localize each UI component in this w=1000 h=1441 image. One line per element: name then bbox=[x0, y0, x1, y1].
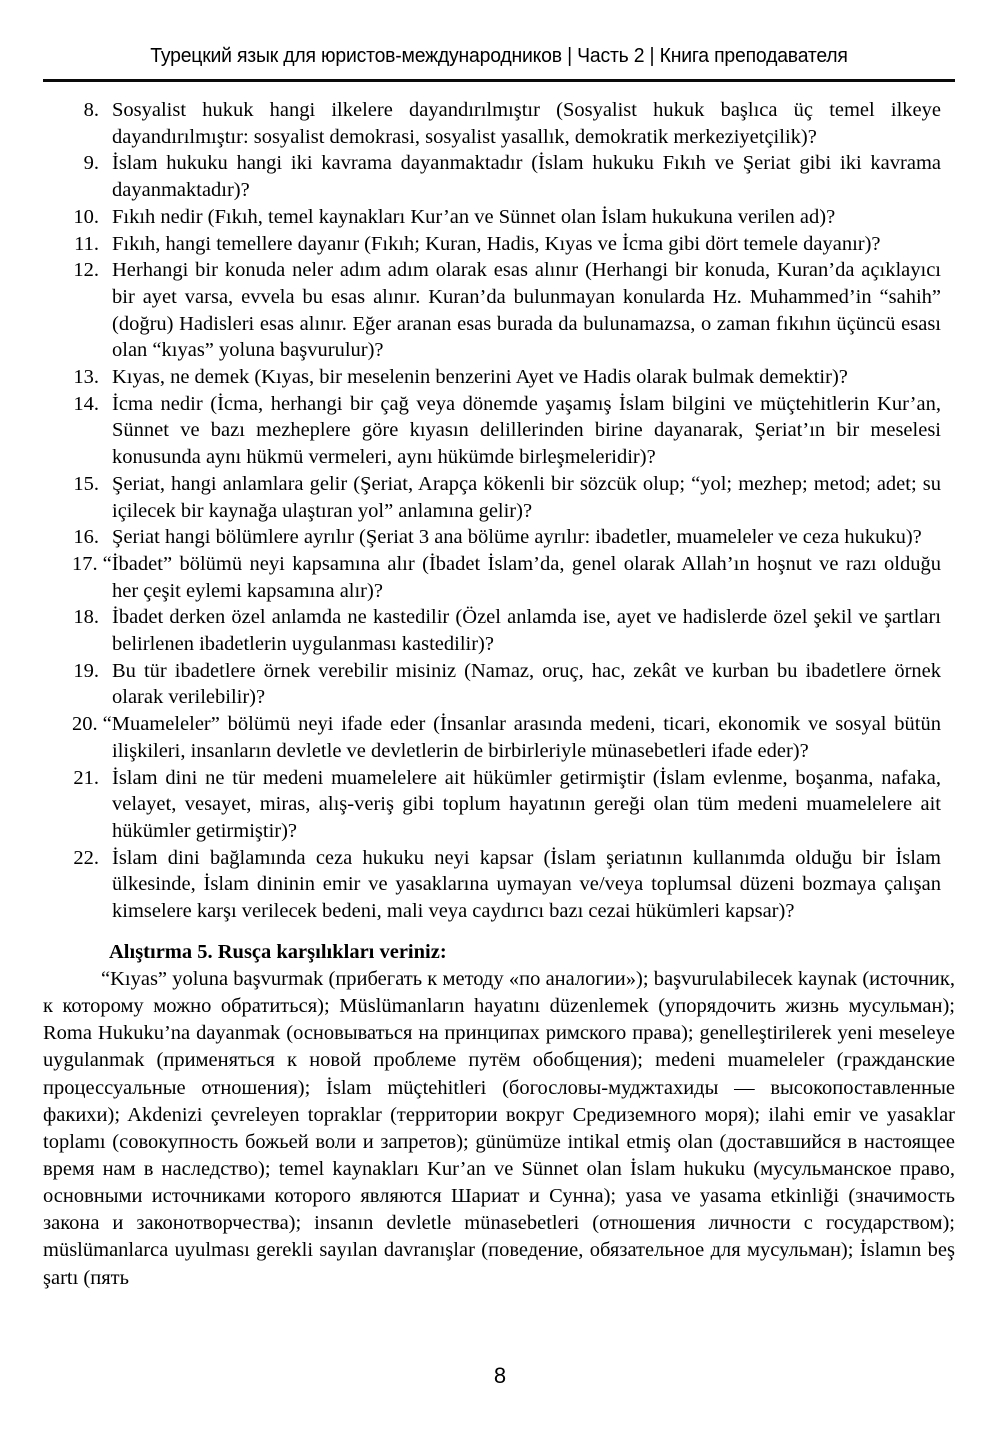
question-item bbox=[72, 364, 941, 391]
exercise-heading: Alıştırma 5. Rusça karşılıkları veriniz: bbox=[109, 940, 447, 963]
question-text: “Muameleler” bölümü neyi ifade eder (İnsanlar arasında medeni, ticari, ekonomik ve sosyal bütün ilişkileri, insanların devletle ve devletlerin de birbirleriyle münasebetleri ifade eder)? bbox=[102, 713, 941, 762]
question-number: 19. bbox=[73, 659, 99, 682]
question-number: 10. bbox=[73, 205, 99, 228]
question-number: 9. bbox=[83, 152, 99, 175]
page-header-title: Турецкий язык для юристов-международников | Часть 2 | Книга преподавателя bbox=[150, 45, 848, 67]
question-item bbox=[72, 765, 941, 845]
question-number: 20. bbox=[72, 713, 98, 736]
question-text: İslam dini bağlamında ceza hukuku neyi kapsar (İslam şeriatının kullanımda olduğu bir İslam ülkesinde, İslam dininin emir ve yasaklarına uymayan ve/veya toplumsal düzeni bozmaya çalışan kimselere karşı verilecek bedeni, mali veya caydırıcı bazı cezai hükümleri kapsar)? bbox=[112, 846, 941, 923]
question-item bbox=[72, 845, 941, 925]
exercise-section bbox=[43, 939, 955, 1292]
question-item bbox=[72, 97, 941, 150]
question-number: 12. bbox=[73, 259, 99, 282]
question-item bbox=[72, 204, 941, 231]
running-header bbox=[43, 0, 955, 82]
question-number: 8. bbox=[83, 99, 99, 121]
question-text: Şeriat hangi bölümlere ayrılır (Şeriat 3 ana bölüme ayrılır: ibadetler, muameleler ve ceza hukuku)? bbox=[112, 526, 922, 549]
question-number: 22. bbox=[73, 846, 99, 869]
question-item bbox=[72, 658, 941, 711]
question-item bbox=[72, 257, 941, 364]
question-number: 18. bbox=[73, 606, 99, 629]
question-text: Sosyalist hukuk hangi ilkelere dayandırılmıştır (Sosyalist hukuk başlıca üç temel ilkeye dayandırılmıştır: sosyalist demokrasi, sosyalist yasallık, demokratik merkeziyetçilik)? bbox=[112, 99, 941, 148]
question-item bbox=[72, 391, 941, 471]
question-text: İslam dini ne tür medeni muamelelere ait hükümler getirmiştir (İslam evlenme, boşanma, nafaka, velayet, vesayet, miras, alış-veriş gibi toplum hayatının gereği olan tüm medeni muamelelere ait hükümler getirmiştir)? bbox=[112, 766, 941, 842]
question-text: İbadet derken özel anlamda ne kastedilir (Özel anlamda ise, ayet ve hadislerde özel şekil ve şartları belirlenen ibadetlerin uygulanması kastedilir)? bbox=[112, 606, 941, 656]
question-text: Kıyas, ne demek (Kıyas, bir meselenin benzerini Ayet ve Hadis olarak bulmak demektir)? bbox=[112, 366, 848, 389]
question-text: Fıkıh, hangi temellere dayanır (Fıkıh; Kuran, Hadis, Kıyas ve İcma gibi dört temele dayanır)? bbox=[112, 232, 881, 255]
question-text: Herhangi bir konuda neler adım adım olarak esas alınır (Herhangi bir konuda, Kuran’da açıklayıcı bir ayet varsa, evvela bu esas alınır. Kuran’da bulunmayan konularda Hz. Muhammed’in “sahih” (doğru) Hadisleri esas alınır. Eğer aranan esas burada da bulunamazsa, o zaman fıkıhın üçüncü esası olan “kıyas” yoluna başvurulur)? bbox=[112, 259, 941, 362]
question-item bbox=[72, 551, 941, 604]
question-number: 15. bbox=[73, 472, 99, 495]
question-item bbox=[72, 604, 941, 657]
exercise-body: “Kıyas” yoluna başvurmak (прибегать к методу «по аналогии»); başvurulabilecek kaynak (источник, к которому можно обратиться); Müslümanların hayatını düzenlemek (упорядочить жизнь мусульман); Roma Hukuku’na dayanmak (основываться на принципах римского права); genelleştirilerek yeni meseleye uygulanmak (применяться к новой проблеме путём обобщения); medeni muameleler (гражданские процессуальные отношения); İslam müçtehitleri (богословы-муджтахиды — высокопоставленные факихи); Akdenizi çevreleyen topraklar (территории вокруг Средиземного моря); ilahi emir ve yasaklar toplamı (совокупность божьей воли и запретов); günümüze intikal etmiş olan (доставшийся в настоящее время нам в наследство); temel kaynakları Kur’an ve Sünnet olan İslam hukuku (мусульманское право, основными источниками которого являются Шариат и Сунна); yasa ve yasama etkinliği (значимость закона и законотворчества); insanın devletle münasebetleri (отношения личности с государством); müslümanlarca uyulması gerekli sayılan davranışlar (поведение, обязательное для мусульман); İslamın beş şartı (пять bbox=[43, 967, 955, 1289]
question-item bbox=[72, 524, 941, 551]
question-item bbox=[72, 471, 941, 524]
question-number: 11. bbox=[74, 232, 99, 255]
question-number: 17. bbox=[72, 552, 98, 575]
question-text: İcma nedir (İcma, herhangi bir çağ veya dönemde yaşamış İslam bilgini ve müçtehitlerin Kur’an, Sünnet ve bazı mezheplere göre kıyasın delillerinden birine dayanarak, Şeriat’ın bir meselesi konusunda aynı hükmü vermeleri, aynı hükümde birleşmeleridir)? bbox=[112, 392, 941, 469]
question-number: 13. bbox=[73, 366, 99, 389]
question-text: Şeriat, hangi anlamlara gelir (Şeriat, Arapça kökenli bir sözcük olup; “yol; mezhep; metod; adet; su içilecek bir kaynağa ulaştıran yol” anlamına gelir)? bbox=[112, 472, 941, 522]
question-text: İslam hukuku hangi iki kavrama dayanmaktadır (İslam hukuku Fıkıh ve Şeriat gibi iki kavrama dayanmaktadır)? bbox=[112, 152, 941, 202]
question-text: Bu tür ibadetlere örnek verebilir misiniz (Namaz, oruç, hac, zekât ve kurban bu ibadetlere örnek olarak verilebilir)? bbox=[112, 659, 941, 709]
page-number: 8 bbox=[493, 1363, 507, 1388]
question-number: 21. bbox=[73, 766, 99, 789]
question-item bbox=[72, 711, 941, 764]
question-item bbox=[72, 150, 941, 203]
question-item bbox=[72, 231, 941, 258]
question-number: 14. bbox=[73, 392, 99, 415]
question-text: Fıkıh nedir (Fıkıh, temel kaynakları Kur’an ve Sünnet olan İslam hukukuna verilen ad)? bbox=[112, 205, 836, 228]
question-number: 16. bbox=[73, 526, 99, 549]
question-list bbox=[43, 97, 955, 925]
question-text: “İbadet” bölümü neyi kapsamına alır (İbadet İslam’da, genel olarak Allah’ın hoşnut ve razı olduğu her çeşit eylemi kapsamına alır)? bbox=[102, 552, 941, 602]
